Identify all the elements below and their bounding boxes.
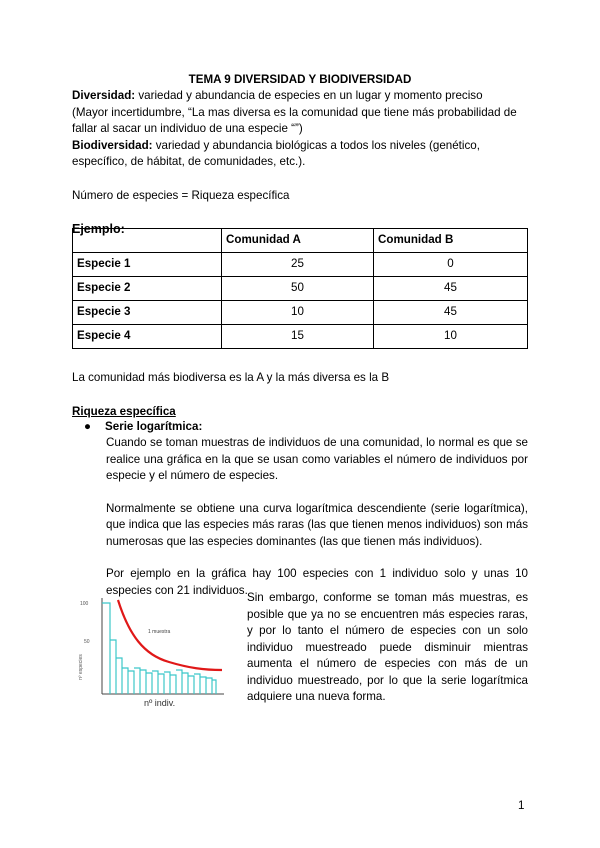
table-row: Especie 4 15 10 [73,325,528,349]
riqueza-equation: Número de especies = Riqueza específica [72,188,290,202]
y-label: nº especies [78,654,84,680]
section-heading: Riqueza específica [72,405,176,418]
ejemplo-heading: Ejemplo: [72,222,125,236]
bullet-icon: ● [84,420,92,433]
table-header-row: Comunidad A Comunidad B [73,229,528,253]
body-text: Cuando se toman muestras de individuos de una comunidad, lo normal es que se realice una gráfica en la que se usan como variables el número de individuos por especie y el número de especies. Normalmente se obtiene una curva logarítmica descendiente (serie logarítmica), que indica que las especies más raras (las que tienen menos individuos) son más numerosas que las especies dominantes (las que tienen más individuos). Por ejemplo en la gráfica hay 100 especies con 1 individuo solo y unas 10 especies con 21 individuos. [106,436,528,597]
page-number: 1 [518,799,525,812]
para-sin-embargo: Sin embargo, conforme se toman más muestras, es posible que ya no se encuentren más especies raras, y por lo tanto el número de especies con un solo individuo muestreado puede disminuir mientras aumenta el número de especies con más de un individuo muestreado, por lo que la serie logarítmica adquiere una nueva forma. [247,591,528,703]
bullet-item: ● Serie logarítmica: [84,420,203,433]
x-label: nº indiv. [144,698,176,708]
histogram-bars [102,603,216,694]
log-curve [118,600,222,670]
def-diversidad: Diversidad: variedad y abundancia de especies en un lugar y momento preciso [72,89,483,102]
y-tick: 100 [80,601,89,607]
logarithmic-series-sketch [74,590,244,710]
table-row: Especie 1 25 0 [73,253,528,277]
table-row: Especie 3 10 45 [73,301,528,325]
y-tick: 50 [84,639,90,645]
def-diversidad-note: (Mayor incertidumbre, “La mas diversa es la comunidad que tiene más probabilidad de fallar al sacar un individuo de una especie “”) [72,105,517,135]
definitions [72,88,532,238]
table-row: Especie 2 50 45 [73,277,528,301]
conclusion: La comunidad más biodiversa es la A y la más diversa es la B [72,371,390,384]
def-biodiversidad: Biodiversidad: variedad y abundancia biológicas a todos los niveles (genético, específico, de hábitat, de comunidades, etc.). [72,138,480,168]
example-table [72,228,528,349]
curve-label: 1 muestra [148,629,171,635]
page-title: TEMA 9 DIVERSIDAD Y BIODIVERSIDAD [188,73,412,86]
